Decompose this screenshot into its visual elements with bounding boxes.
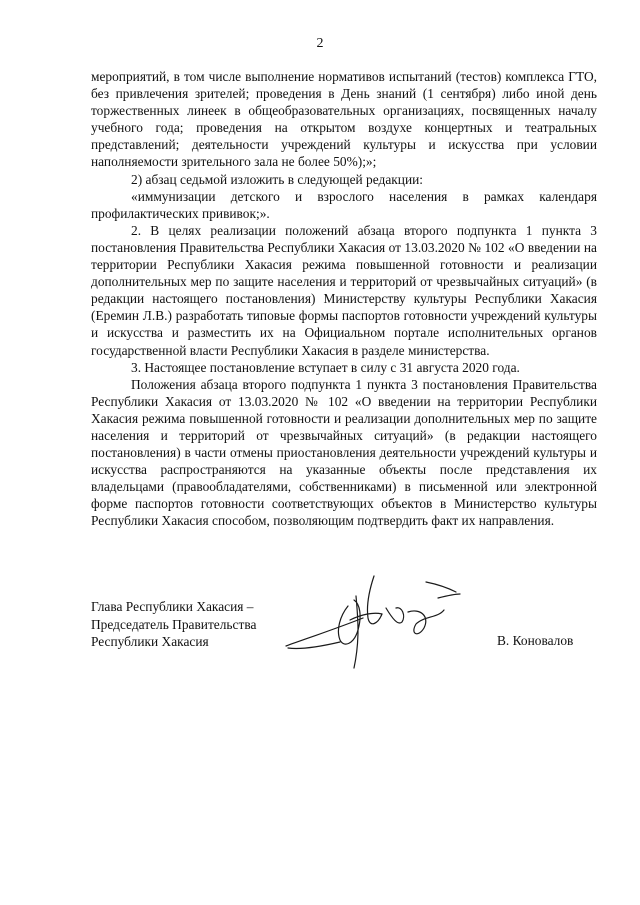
signatory-position [91,598,256,651]
signatory-position-line: Глава Республики Хакасия – [91,599,254,614]
signatory-name: В. Коновалов [497,633,574,648]
paragraph-quote: «иммунизации детского и взрослого населения в рамках календаря профилактических прививок;». [91,188,597,221]
paragraph-provisions: Положения абзаца второго подпункта 1 пункта 3 постановления Правительства Республики Хакасия от 13.03.2020 № 102 «О введении на территории Республики Хакасия режима повышенной готовности и реализации дополнительных мер по защите населения и территорий от чрезвычайных ситуаций» (в редакции настоящего постановления) в части отмены приостановления деятельности учреждений культуры и искусства распространяются на указанные объекты после представления их владельцами (правообладателями, собственниками) в письменной или электронной форме паспортов готовности соответствующих объектов в Министерство культуры Республики Хакасия способом, позволяющим подтвердить факт их направления. [91,376,597,529]
paragraph-section-3: 3. Настоящее постановление вступает в силу с 31 августа 2020 года. [131,359,520,375]
signatory-position-line: Председатель Правительства [91,616,257,632]
paragraph-item-2: 2) абзац седьмой изложить в следующей редакции: [131,171,423,187]
paragraph-section-2: 2. В целях реализации положений абзаца второго подпункта 1 пункта 3 постановления Правительства Республики Хакасия от 13.03.2020 № 102 «О введении на территории Республики Хакасия режима повышенной готовности и реализации дополнительных мер по защите населения и территорий от чрезвычайных ситуаций» (в редакции настоящего постановления) Министерству культуры Республики Хакасия (Еремин Л.В.) разработать типовые формы паспортов готовности учреждений культуры и искусства и разместить их на Официальном портале исполнительных органов государственной власти Республики Хакасия в разделе министерства. [91,222,597,358]
handwritten-signature [278,568,468,678]
document-body [91,68,597,530]
signatory-position-line: Республики Хакасия [91,634,209,649]
paragraph-continuation: мероприятий, в том числе выполнение нормативов испытаний (тестов) комплекса ГТО, без привлечения зрителей; проведения в День знаний (1 сентября) либо иной день торжественных линеек в общеобразовательных организациях, посвященных началу учебного года; проведения на открытом воздухе концертных и театральных представлений; деятельности учреждений культуры и искусства при условии наполняемости зрительного зала не более 50%);»; [91,69,597,170]
page-number: 2 [316,36,324,51]
